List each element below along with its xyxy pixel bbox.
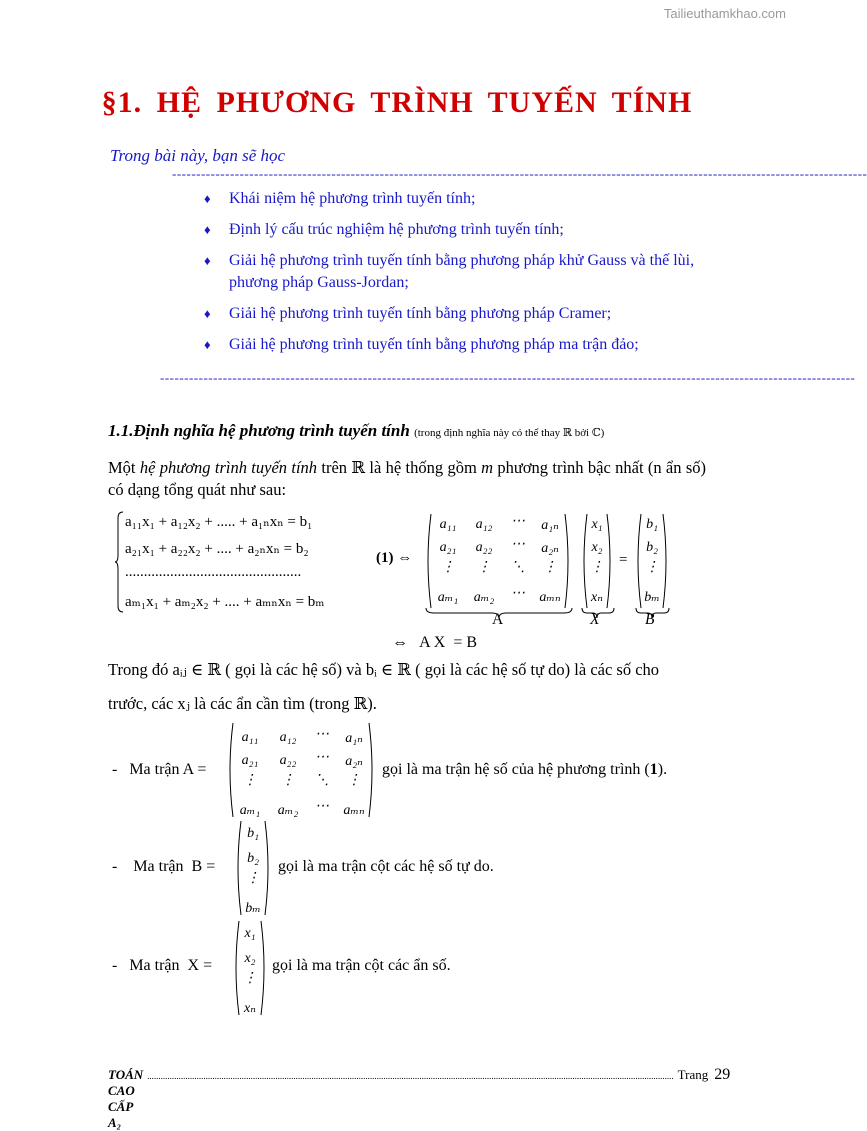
dashed-divider-bottom: ------------------------------------------------------------------------------------------------------------------------------------------------ — [160, 370, 856, 385]
footer-dots: .......................................................................................................................................................................................................................................... — [147, 1071, 674, 1081]
vector-x-system: x₁ x₂ ⋮ xₙ — [580, 513, 614, 609]
section-note: (trong định nghĩa này có thể thay ℝ bởi ℂ) — [414, 427, 605, 439]
equation-row: aₘ₁x₁ + aₘ₂x₂ + .... + aₘₙxₙ = bₘ — [125, 594, 325, 610]
matrix-a-system: a₁₁ a₁₂ ⋯ a₁ₙ a₂₁ a₂₂ ⋯ a₂ₙ ⋮ ⋮ ⋱ ⋮ aₘ₁ aₘ₂ ⋯ aₘₙ — [424, 513, 572, 609]
definition-paragraph: Một hệ phương trình tuyến tính trên ℝ là hệ thống gồm m phương trình bậc nhất (n ẩn số) có dạng tổng quát như sau: — [108, 458, 707, 499]
diamond-bullet-icon: ♦ — [204, 191, 211, 206]
objective-item: ♦ Khái niệm hệ phương trình tuyến tính; — [204, 188, 709, 210]
equation-row: a₂₁x₁ + a₂₂x₂ + .... + a₂ₙxₙ = b₂ — [125, 541, 309, 557]
item-matrix-x-label: - Ma trận X = — [112, 957, 213, 974]
equation-row: ............................................... — [125, 564, 302, 580]
page-number: 29 — [714, 1066, 731, 1083]
objectives-list — [204, 188, 709, 365]
matrix-a: a₁₁ a₁₂ ⋯ a₁ₙ a₂₁ a₂₂ ⋯ a₂ₙ ⋮ ⋮ ⋱ ⋮ aₘ₁ aₘ₂ ⋯ aₘₙ — [226, 722, 376, 818]
page-footer — [108, 1066, 731, 1131]
page-title: §1. HỆ PHƯƠNG TRÌNH TUYẾN TÍNH — [101, 86, 693, 119]
vector-x: x₁ x₂ ⋮ xₙ — [232, 920, 268, 1016]
where-line-1: Trong đó aᵢⱼ ∈ ℝ ( gọi là các hệ số) và bᵢ ∈ ℝ ( gọi là các hệ số tự do) là các số cho — [108, 660, 660, 679]
diamond-bullet-icon: ♦ — [204, 306, 211, 321]
item-matrix-a-label: - Ma trận A = — [112, 761, 207, 778]
diamond-bullet-icon: ♦ — [204, 222, 211, 237]
vector-b: b₁ b₂ ⋮ bₘ — [234, 820, 272, 916]
objective-item: ♦ Định lý cấu trúc nghiệm hệ phương trình tuyến tính; — [204, 219, 709, 241]
item-matrix-a-desc: gọi là ma trận hệ số của hệ phương trình (1). — [382, 761, 668, 778]
label-b: B — [645, 611, 655, 628]
diamond-bullet-icon: ♦ — [204, 337, 211, 352]
objective-item: ♦ Giải hệ phương trình tuyến tính bằng phương pháp ma trận đảo; — [204, 334, 709, 356]
item-matrix-x-desc: gọi là ma trận cột các ẩn số. — [272, 957, 451, 974]
matrix-form-equation: ⇔ A X = B — [392, 634, 478, 651]
item-matrix-b-label: - Ma trận B = — [112, 858, 216, 875]
where-line-2: trước, các xⱼ là các ẩn cần tìm (trong ℝ). — [108, 694, 377, 713]
equals-sign: = — [619, 552, 628, 568]
equation-system — [115, 510, 370, 614]
left-brace-icon — [115, 510, 125, 614]
section-heading: 1.1.Định nghĩa hệ phương trình tuyến tính (trong định nghĩa này có thể thay ℝ bởi ℂ) — [108, 421, 605, 440]
vector-b-system: b₁ b₂ ⋮ bₘ — [634, 513, 670, 609]
equation-row: a₁₁x₁ + a₁₂x₂ + ..... + a₁ₙxₙ = b₁ — [125, 514, 313, 530]
item-matrix-b-desc: gọi là ma trận cột các hệ số tự do. — [278, 858, 494, 875]
intro-text: Trong bài này, bạn sẽ học — [110, 146, 286, 165]
diamond-bullet-icon: ♦ — [204, 253, 211, 268]
label-x: X — [590, 611, 600, 628]
objective-item: ♦ Giải hệ phương trình tuyến tính bằng phương pháp khử Gauss và thế lùi, phương pháp Gauss-Jordan; — [204, 252, 695, 291]
footer-page-label: Trang — [677, 1067, 709, 1082]
footer-course: TOÁN CAO CẤP A₂ — [108, 1067, 144, 1130]
equation-label: (1) ⇔ — [376, 550, 413, 566]
watermark: Tailieuthamkhao.com — [663, 6, 786, 21]
objective-item: ♦ Giải hệ phương trình tuyến tính bằng phương pháp Cramer; — [204, 303, 709, 325]
label-a: A — [492, 611, 504, 628]
dashed-divider-top: ------------------------------------------------------------------------------------------------------------------------------------------------ — [172, 166, 867, 181]
